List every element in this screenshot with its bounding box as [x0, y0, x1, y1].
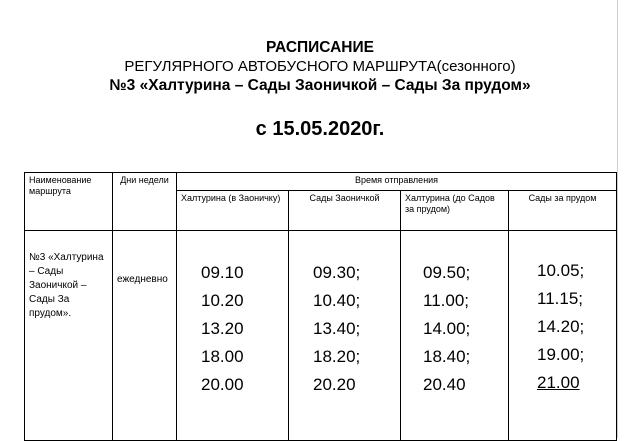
- title-route-name: №3 «Халтурина – Сады Заоничкой – Сады За прудом»: [109, 77, 531, 94]
- header-route: Наименование маршрута: [25, 173, 113, 231]
- departure-time: 20.00: [201, 375, 244, 394]
- times-stop-3: [401, 231, 509, 441]
- route-name-cell: №3 «Халтурина – Сады Заоничкой – Сады За прудом».: [25, 231, 113, 441]
- departure-time: 20.40: [423, 375, 466, 394]
- schedule-table: [24, 172, 617, 441]
- header-departure-time: Время отправления: [177, 173, 617, 191]
- departure-time: 10.40;: [313, 291, 361, 310]
- departure-time: 19.00;: [537, 345, 585, 364]
- departure-time: 14.20;: [537, 317, 585, 336]
- header-stop-4: Сады за прудом: [509, 191, 617, 231]
- departure-time: 20.20: [313, 375, 356, 394]
- departure-time: 14.00;: [423, 319, 471, 338]
- departure-time: 09.30;: [313, 263, 361, 282]
- times-stop-1: [177, 231, 289, 441]
- times-stop-2: [289, 231, 401, 441]
- header-stop-3: Халтурина (до Садов за прудом): [401, 191, 509, 231]
- departure-time: 18.00: [201, 347, 244, 366]
- departure-time: 09.10: [201, 263, 244, 282]
- departure-time: 18.40;: [423, 347, 471, 366]
- departure-time: 13.20: [201, 319, 244, 338]
- times-stop-4: [509, 231, 617, 441]
- header-stop-1: Халтурина (в Заоничку): [177, 191, 289, 231]
- days-cell: ежедневно: [113, 231, 177, 441]
- title-route-type: РЕГУЛЯРНОГО АВТОБУСНОГО МАРШРУТА(сезонного): [124, 58, 516, 75]
- departure-time: 13.40;: [313, 319, 361, 338]
- departure-time: 10.20: [201, 291, 244, 310]
- departure-time: 10.05;: [537, 261, 585, 280]
- departure-time: 21.00: [537, 373, 580, 392]
- departure-time: 09.50;: [423, 263, 471, 282]
- departure-time: 11.15;: [537, 289, 584, 308]
- title-schedule: РАСПИСАНИЕ: [266, 39, 374, 56]
- departure-time: 18.20;: [313, 347, 361, 366]
- header-days: Дни недели: [113, 173, 177, 231]
- header-stop-2: Сады Заоничкой: [289, 191, 401, 231]
- title-block: [0, 38, 640, 95]
- departure-time: 11.00;: [423, 291, 470, 310]
- effective-date: с 15.05.2020г.: [255, 118, 385, 140]
